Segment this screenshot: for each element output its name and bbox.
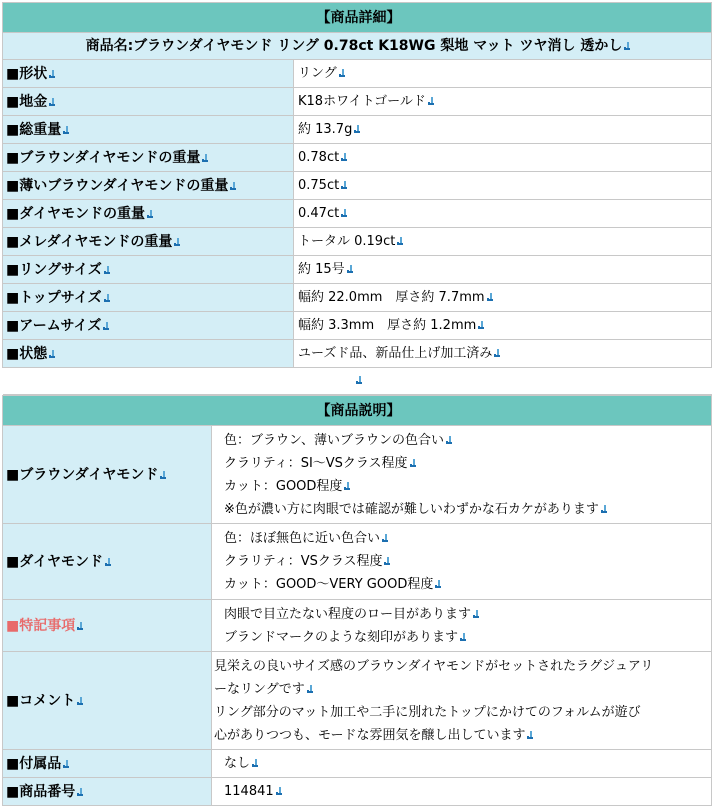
accessories-value: なし	[212, 750, 712, 778]
return-icon	[428, 97, 435, 106]
item-number-value: 114841	[212, 778, 712, 806]
return-icon	[341, 181, 348, 190]
detail-row	[3, 340, 712, 368]
return-icon	[384, 557, 391, 566]
return-icon	[344, 482, 351, 491]
detail-label: ■ダイヤモンドの重量	[3, 200, 294, 228]
text-line: 色：ブラウン、薄いブラウンの色合い	[224, 429, 711, 452]
return-icon	[77, 697, 84, 706]
text-line: クラリティ：VSクラス程度	[224, 550, 711, 573]
comment-label: ■コメント	[3, 652, 212, 750]
detail-row	[3, 144, 712, 172]
detail-row	[3, 284, 712, 312]
return-icon	[397, 237, 404, 246]
detail-row	[3, 256, 712, 284]
return-icon	[624, 42, 631, 51]
diamond-value	[212, 524, 712, 600]
return-icon	[63, 126, 70, 135]
return-icon	[147, 210, 154, 219]
text-line: 見栄えの良いサイズ感のブラウンダイヤモンドがセットされたラグジュアリ	[214, 658, 654, 674]
detail-value: 0.47ct	[294, 200, 712, 228]
detail-row	[3, 200, 712, 228]
text-line: ※色が濃い方に肉眼では確認が難しいわずかな石カケがあります	[224, 498, 711, 521]
detail-label: ■地金	[3, 88, 294, 116]
details-header: 【商品詳細】	[3, 3, 712, 33]
return-icon	[103, 322, 110, 331]
detail-row	[3, 172, 712, 200]
detail-value: トータル 0.19ct	[294, 228, 712, 256]
return-icon	[356, 376, 363, 385]
description-header: 【商品説明】	[3, 396, 712, 426]
return-icon	[160, 471, 167, 480]
brown-diamond-label: ■ブラウンダイヤモンド	[3, 426, 212, 524]
detail-label: ■状態	[3, 340, 294, 368]
spacer-row	[3, 368, 712, 395]
detail-value: 約 13.7g	[294, 116, 712, 144]
return-icon	[105, 558, 112, 567]
detail-row	[3, 60, 712, 88]
return-icon	[252, 759, 259, 768]
brown-diamond-value	[212, 426, 712, 524]
product-name: 商品名:ブラウンダイヤモンド リング 0.78ct K18WG 梨地 マット ツヤ消し 透かし	[3, 33, 712, 60]
return-icon	[230, 182, 237, 191]
return-icon	[49, 98, 56, 107]
return-icon	[473, 610, 480, 619]
return-icon	[104, 266, 111, 275]
return-icon	[382, 534, 389, 543]
text-line: 肉眼で目立たない程度のロー目があります	[224, 603, 711, 626]
return-icon	[446, 436, 453, 445]
detail-value: ユーズド品、新品仕上げ加工済み	[294, 340, 712, 368]
text-line: ブランドマークのような刻印があります	[224, 626, 711, 649]
return-icon	[276, 787, 283, 796]
return-icon	[494, 349, 501, 358]
return-icon	[77, 622, 84, 631]
text-line: カット：GOOD～VERY GOOD程度	[224, 573, 711, 596]
return-icon	[341, 153, 348, 162]
return-icon	[460, 633, 467, 642]
detail-label: ■ブラウンダイヤモンドの重量	[3, 144, 294, 172]
detail-label: ■アームサイズ	[3, 312, 294, 340]
text-line: ーなリングです	[214, 678, 711, 701]
detail-value: 幅約 22.0mm 厚さ約 7.7mm	[294, 284, 712, 312]
return-icon	[341, 209, 348, 218]
return-icon	[410, 459, 417, 468]
return-icon	[435, 580, 442, 589]
detail-value: 0.75ct	[294, 172, 712, 200]
detail-value: 0.78ct	[294, 144, 712, 172]
special-notes-label: ■特記事項	[3, 600, 212, 652]
item-number-label: ■商品番号	[3, 778, 212, 806]
product-sheet	[2, 2, 711, 806]
description-table	[2, 395, 712, 806]
detail-label: ■総重量	[3, 116, 294, 144]
return-icon	[478, 321, 485, 330]
diamond-label: ■ダイヤモンド	[3, 524, 212, 600]
return-icon	[354, 125, 361, 134]
detail-label: ■形状	[3, 60, 294, 88]
text-line: 心がありつつも、モードな雰囲気を醸し出しています	[214, 724, 711, 747]
text-line: 色：ほぼ無色に近い色合い	[224, 527, 711, 550]
accessories-label: ■付属品	[3, 750, 212, 778]
return-icon	[339, 69, 346, 78]
return-icon	[49, 70, 56, 79]
detail-value: 幅約 3.3mm 厚さ約 1.2mm	[294, 312, 712, 340]
detail-label: ■トップサイズ	[3, 284, 294, 312]
comment-value	[212, 652, 712, 750]
return-icon	[487, 293, 494, 302]
detail-label: ■リングサイズ	[3, 256, 294, 284]
text-line: カット：GOOD程度	[224, 475, 711, 498]
details-table	[2, 2, 712, 395]
detail-value: 約 15号	[294, 256, 712, 284]
detail-row	[3, 116, 712, 144]
return-icon	[77, 788, 84, 797]
return-icon	[601, 505, 608, 514]
return-icon	[104, 294, 111, 303]
return-icon	[63, 760, 70, 769]
detail-row	[3, 312, 712, 340]
text-line: クラリティ：SI～VSクラス程度	[224, 452, 711, 475]
detail-row	[3, 228, 712, 256]
return-icon	[202, 154, 209, 163]
return-icon	[174, 238, 181, 247]
return-icon	[527, 731, 534, 740]
return-icon	[307, 685, 314, 694]
return-icon	[347, 265, 354, 274]
detail-label: ■メレダイヤモンドの重量	[3, 228, 294, 256]
detail-value: K18ホワイトゴールド	[294, 88, 712, 116]
return-icon	[49, 350, 56, 359]
text-line: リング部分のマット加工や二手に別れたトップにかけてのフォルムが遊び	[214, 704, 641, 720]
special-notes-value	[212, 600, 712, 652]
detail-row	[3, 88, 712, 116]
detail-label: ■薄いブラウンダイヤモンドの重量	[3, 172, 294, 200]
detail-value: リング	[294, 60, 712, 88]
